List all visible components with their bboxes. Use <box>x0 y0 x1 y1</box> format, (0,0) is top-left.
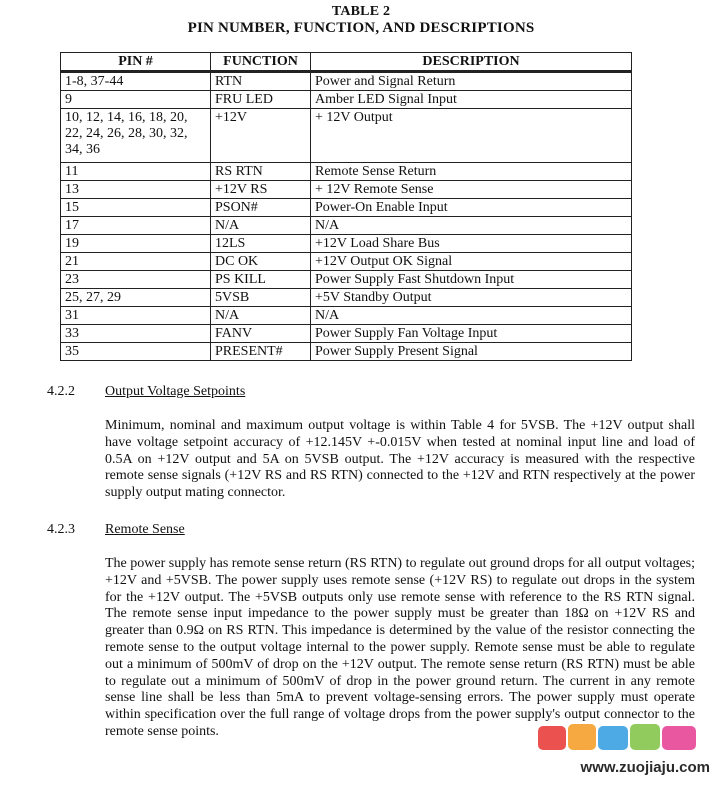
watermark-url: www.zuojiaju.com <box>580 759 710 776</box>
table-row <box>61 307 632 325</box>
description-cell: +5V Standby Output <box>311 289 632 307</box>
table-row <box>61 199 632 217</box>
description-cell: +12V Output OK Signal <box>311 253 632 271</box>
table-number: TABLE 2 <box>331 4 391 19</box>
description-cell: + 12V Output <box>311 109 632 163</box>
table-row <box>61 163 632 181</box>
watermark-logo-icon <box>538 722 698 752</box>
pin-cell: 1-8, 37-44 <box>61 72 211 91</box>
pin-cell: 19 <box>61 235 211 253</box>
function-cell: FRU LED <box>211 91 311 109</box>
site-watermark <box>526 720 714 778</box>
paragraph-output-voltage: Minimum, nominal and maximum output voltage is within Table 4 for 5VSB. The +12V output shall have voltage setpoint accuracy of +12.145V +-0.015V when tested at nominal input line and load of 0.5A on +12V output and 5A on 5VSB output. The +12V accuracy is measured with the respective remote sense signals (+12V RS and RS RTN) connected to the +12V and RTN respectively at the power supply output mating connector. <box>105 418 695 501</box>
function-cell: +12V <box>211 109 311 163</box>
function-cell: RTN <box>211 72 311 91</box>
table-row <box>61 72 632 91</box>
description-cell: N/A <box>311 307 632 325</box>
table-row <box>61 271 632 289</box>
header-description: DESCRIPTION <box>311 53 632 72</box>
table-row <box>61 217 632 235</box>
pin-cell: 13 <box>61 181 211 199</box>
function-cell: N/A <box>211 307 311 325</box>
description-cell: Power Supply Present Signal <box>311 343 632 361</box>
pin-cell: 33 <box>61 325 211 343</box>
pin-table <box>60 52 632 361</box>
description-cell: Remote Sense Return <box>311 163 632 181</box>
function-cell: PS KILL <box>211 271 311 289</box>
table-header-row <box>61 53 632 72</box>
paragraph-remote-sense: The power supply has remote sense return (RS RTN) to regulate out ground drops for all output voltages; +12V and +5VSB. The power supply uses remote sense (+12V RS) to regulate out drops in the system for the +12V output. The +5VSB outputs only use remote sense with reference to the RS RTN signal. The remote sense input impedance to the power supply must be greater than 18Ω on +12V RS and greater than 0.9Ω on RS RTN. This impedance is determined by the value of the resistor connecting the remote sense to the output voltage internal to the power supply. Remote sense must be able to regulate out a minimum of 500mV of drop on the +12V output. The remote sense return (RS RTN) must be able to regulate out a minimum of 500mV of drop in the power ground return. The current in any remote sense line shall be less than 5mA to prevent voltage-sensing errors. The power supply must operate within specification over the full range of voltage drops from the power supply's output connector to the remote sense points. <box>105 556 695 739</box>
description-cell: Amber LED Signal Input <box>311 91 632 109</box>
function-cell: RS RTN <box>211 163 311 181</box>
function-cell: PSON# <box>211 199 311 217</box>
pin-cell: 35 <box>61 343 211 361</box>
table-row <box>61 235 632 253</box>
description-cell: Power Supply Fast Shutdown Input <box>311 271 632 289</box>
table-row <box>61 253 632 271</box>
pin-cell: 31 <box>61 307 211 325</box>
function-cell: 12LS <box>211 235 311 253</box>
function-cell: DC OK <box>211 253 311 271</box>
function-cell: N/A <box>211 217 311 235</box>
description-cell: Power and Signal Return <box>311 72 632 91</box>
function-cell: FANV <box>211 325 311 343</box>
description-cell: N/A <box>311 217 632 235</box>
description-cell: +12V Load Share Bus <box>311 235 632 253</box>
table-row <box>61 109 632 163</box>
description-cell: + 12V Remote Sense <box>311 181 632 199</box>
pin-cell: 25, 27, 29 <box>61 289 211 307</box>
table-row <box>61 181 632 199</box>
function-cell: PRESENT# <box>211 343 311 361</box>
header-pin: PIN # <box>61 53 211 72</box>
table-row <box>61 343 632 361</box>
pin-cell: 11 <box>61 163 211 181</box>
description-cell: Power-On Enable Input <box>311 199 632 217</box>
section-title-remote-sense: Remote Sense <box>105 522 185 537</box>
pin-cell: 15 <box>61 199 211 217</box>
function-cell: 5VSB <box>211 289 311 307</box>
pin-cell: 23 <box>61 271 211 289</box>
pin-cell: 10, 12, 14, 16, 18, 20, 22, 24, 26, 28, 30, 32, 34, 36 <box>61 109 211 163</box>
pin-cell: 9 <box>61 91 211 109</box>
section-title-output-voltage: Output Voltage Setpoints <box>105 384 246 399</box>
table-title: PIN NUMBER, FUNCTION, AND DESCRIPTIONS <box>187 20 535 36</box>
function-cell: +12V RS <box>211 181 311 199</box>
pin-cell: 21 <box>61 253 211 271</box>
table-row <box>61 325 632 343</box>
section-number: 4.2.2 <box>47 384 75 399</box>
pin-cell: 17 <box>61 217 211 235</box>
header-function: FUNCTION <box>211 53 311 72</box>
table-row <box>61 91 632 109</box>
table-body <box>61 72 632 361</box>
section-number: 4.2.3 <box>47 522 75 537</box>
table-row <box>61 289 632 307</box>
description-cell: Power Supply Fan Voltage Input <box>311 325 632 343</box>
